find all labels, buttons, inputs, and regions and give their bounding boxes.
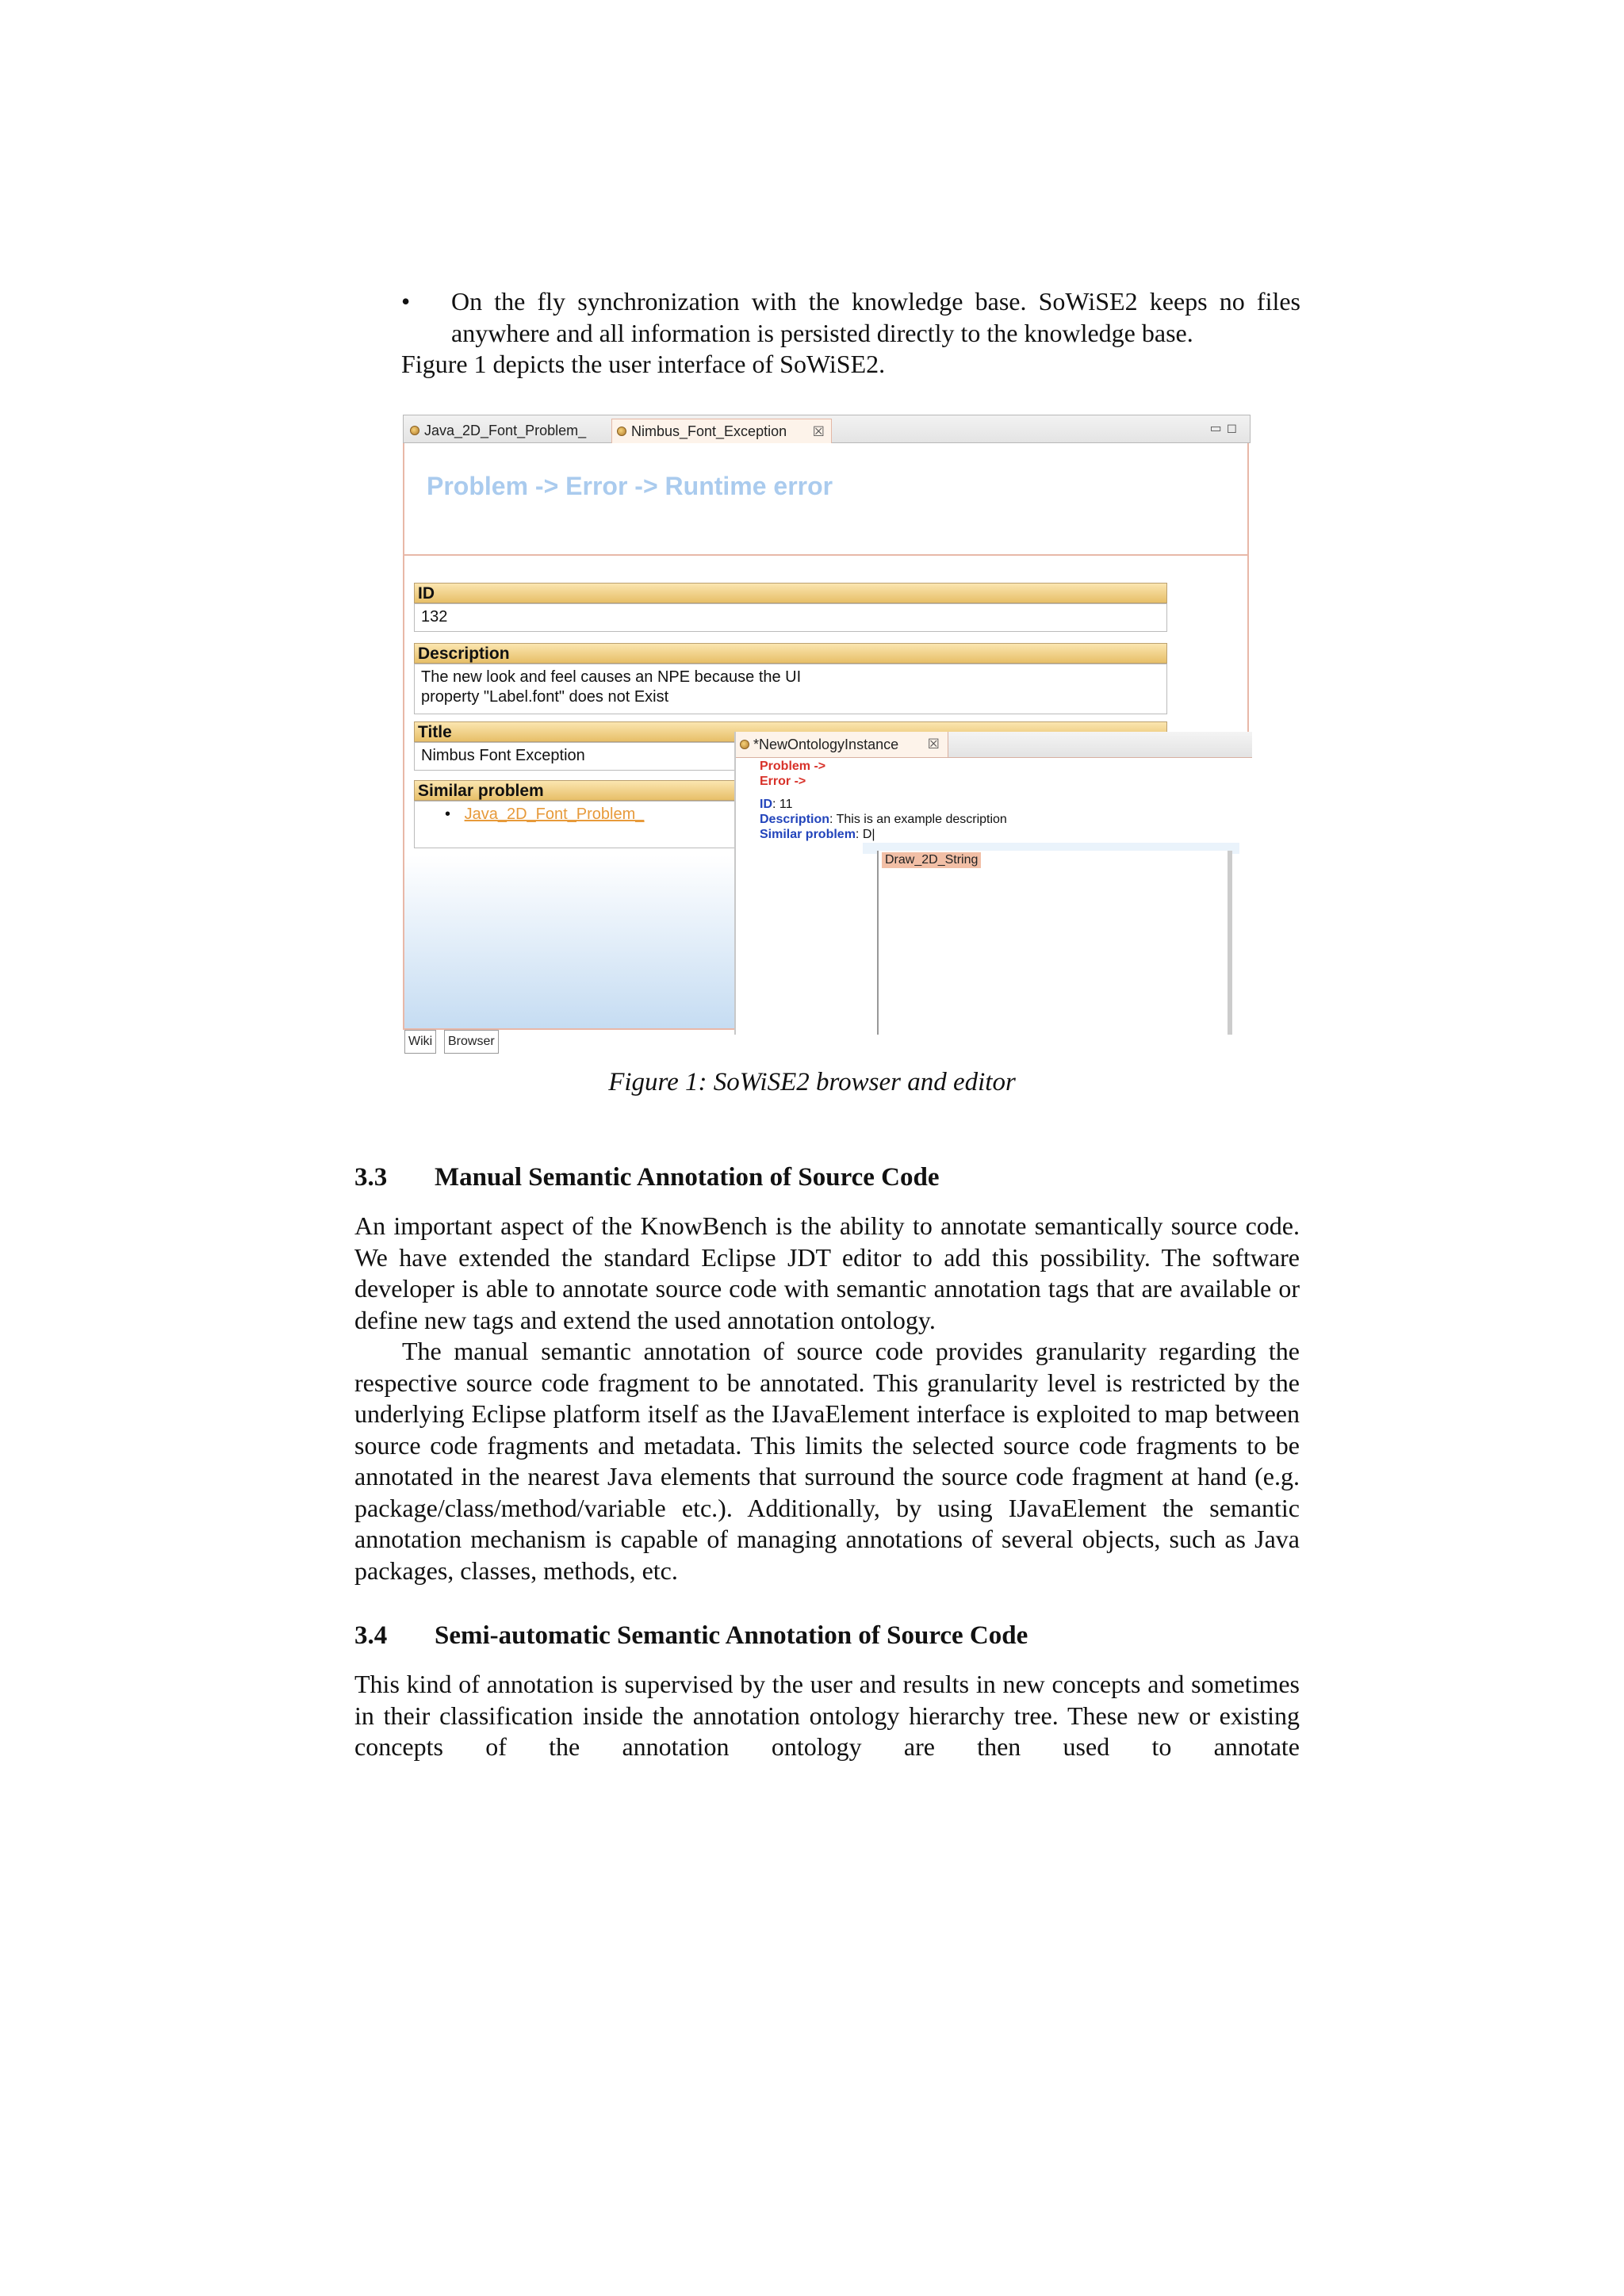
- tab-wiki[interactable]: Wiki: [404, 1030, 436, 1054]
- tab-browser[interactable]: Browser: [444, 1030, 499, 1054]
- description-value: : This is an example description: [829, 813, 1007, 826]
- field-label-title: Title: [414, 721, 1167, 742]
- section-3-4-body: [354, 1669, 1300, 1763]
- ontology-instance-icon: [740, 740, 749, 749]
- ontology-instance-editor: [734, 732, 1252, 1035]
- section-3-3-body: [354, 1211, 1300, 1586]
- id-value: : 11: [772, 798, 793, 811]
- field-label-description: Description: [414, 643, 1167, 664]
- maximize-icon[interactable]: ◻: [1226, 422, 1242, 435]
- section-number: 3.3: [354, 1163, 388, 1192]
- section-title: Semi-automatic Semantic Annotation of Source Code: [435, 1621, 1028, 1650]
- minimize-icon[interactable]: ▭: [1209, 422, 1227, 435]
- similar-problem-link[interactable]: Java_2D_Font_Problem_: [464, 806, 645, 823]
- ontology-instance-icon: [617, 427, 626, 436]
- section-heading-3-4: [354, 1621, 1028, 1651]
- field-value-id: 132: [414, 603, 1167, 632]
- bullet-dot: •: [401, 287, 411, 316]
- similar-problem-input[interactable]: : D|: [855, 828, 875, 841]
- section-heading-3-3: [354, 1163, 940, 1192]
- paragraph: An important aspect of the KnowBench is the ability to annotate semantically source code. We have extended the standard Eclipse JDT editor to add this possibility. The software developer is able to annotate source code with semantic annotation tags that are available or define new tags and extend the used annotation ontology.: [354, 1211, 1300, 1334]
- problem-class: Problem ->: [760, 760, 826, 773]
- paragraph: This kind of annotation is supervised by the user and results in new concepts and sometimes in their classification inside the annotation ontology hierarchy tree. These new or existing concepts of the annotation ontology are then used to annotate: [354, 1670, 1300, 1761]
- error-class: Error ->: [760, 775, 806, 788]
- field-value-title: Nimbus Font Exception: [414, 742, 1167, 771]
- bullet-item: [401, 286, 1300, 349]
- editor-tab-bar: [403, 415, 1251, 443]
- list-bullet: •: [445, 806, 451, 823]
- close-icon[interactable]: ☒: [812, 424, 825, 439]
- bullet-text: On the fly synchronization with the knowledge base. SoWiSE2 keeps no files anywhere and all information is persisted directly to the knowledge base.: [451, 287, 1300, 347]
- window-controls: [1210, 420, 1242, 436]
- description-label: Description: [760, 813, 830, 826]
- autocomplete-popup: [877, 851, 1232, 1035]
- tab-new-ontology-instance[interactable]: *NewOntologyInstance ☒: [736, 732, 948, 757]
- figure-screenshot: [403, 415, 1251, 1048]
- figure-caption: Figure 1: SoWiSE2 browser and editor: [608, 1068, 1016, 1096]
- editor-overlay-tab-bar: [736, 732, 1252, 758]
- close-icon[interactable]: ☒: [927, 737, 940, 752]
- tab-java-2d-font-problem[interactable]: Java_2D_Font_Problem_: [405, 419, 611, 443]
- field-label-id: ID: [414, 583, 1167, 603]
- section-number: 3.4: [354, 1621, 388, 1650]
- autocomplete-suggestion[interactable]: Draw_2D_String: [882, 852, 981, 868]
- field-value-description: The new look and feel causes an NPE because the UI property "Label.font" does not Exist: [414, 664, 1167, 714]
- editor-text[interactable]: [760, 759, 1007, 842]
- intro-sentence: Figure 1 depicts the user interface of SoWiSE2.: [401, 350, 886, 378]
- field-label-similar-problem: Similar problem: [414, 780, 1167, 801]
- section-title: Manual Semantic Annotation of Source Code: [435, 1163, 940, 1192]
- paragraph: The manual semantic annotation of source code provides granularity regarding the respective source code fragment to be annotated. This granularity level is restricted by the underlying Eclipse platform itself as the IJavaElement interface is exploited to map between source code fragments and metadata. This limits the selected source code fragments to be annotated in the nearest Java elements that surround the source code fragment at hand (e.g. package/class/method/variable etc.). Additionally, by using IJavaElement the semantic annotation mechanism is capable of managing annotations of several objects, such as Java packages, classes, methods, etc.: [354, 1337, 1300, 1585]
- id-label: ID: [760, 798, 772, 811]
- similar-problem-label: Similar problem: [760, 828, 856, 841]
- tab-nimbus-font-exception[interactable]: Nimbus_Font_Exception ☒: [611, 419, 832, 443]
- heading-area: [404, 443, 1247, 556]
- class-path-heading: Problem -> Error -> Runtime error: [427, 472, 833, 500]
- ontology-instance-icon: [410, 426, 419, 435]
